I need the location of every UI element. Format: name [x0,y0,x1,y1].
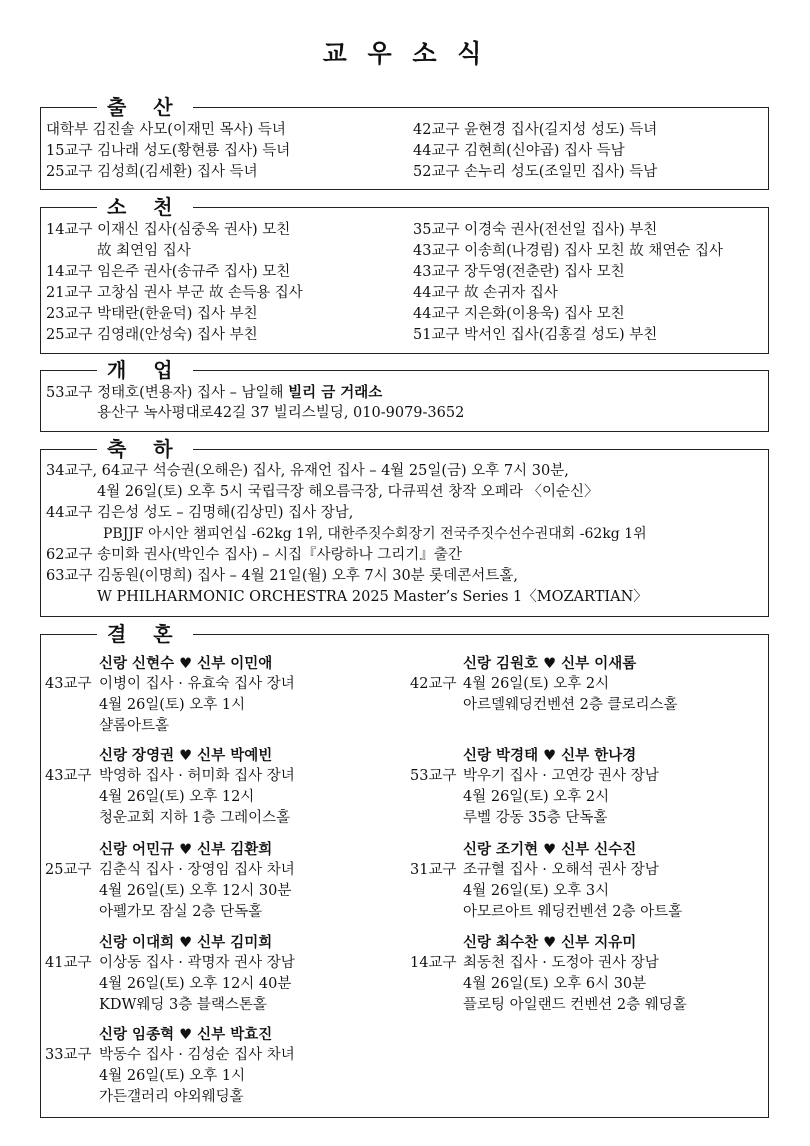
wedding-venue: 루벨 강동 35층 단독홀 [463,810,608,826]
wedding-couple: 신랑 최수찬 ♥ 신부 지유미 [463,934,637,951]
congrats-line: 63교구 김동원(이명희) 집사 – 4월 21일(월) 오후 7시 30분 롯데콘서트홀, [46,568,518,584]
wedding-parish: 41교구 [45,955,92,971]
death-item: 44교구 故 손귀자 집사 [413,285,558,301]
wedding-date: 4월 26일(토) 오후 1시 [99,1068,246,1084]
wedding-couple: 신랑 임종혁 ♥ 신부 박효진 [99,1026,273,1043]
congrats-line: 44교구 김은성 성도 – 김명해(김상민) 집사 장남, [46,505,354,521]
wedding-parish: 42교구 [410,676,457,692]
wedding-parents: 이상동 집사 · 곽명자 권사 장남 [99,955,295,971]
congrats-line: 62교구 송미화 권사(박인수 집사) – 시집『사랑하나 그리기』출간 [46,547,462,563]
wedding-parents: 조규혈 집사 · 오해석 권사 장남 [463,862,659,878]
wedding-parents: 박영하 집사 · 허미화 집사 장녀 [99,768,295,784]
death-item: 23교구 박태란(한윤덕) 집사 부친 [46,306,258,322]
wedding-parish: 31교구 [410,862,457,878]
death-item: 51교구 박서인 집사(김홍걸 성도) 부친 [413,327,658,343]
wedding-parish: 33교구 [45,1047,92,1063]
death-item: 14교구 임은주 권사(송규주 집사) 모친 [46,264,291,280]
wedding-venue: 아펠가모 잠실 2층 단독홀 [99,904,263,920]
death-section [40,195,769,354]
opening-section [40,358,769,432]
death-item: 43교구 이송희(나경림) 집사 모친 故 채연순 집사 [413,243,724,259]
death-item: 44교구 지은화(이용욱) 집사 모친 [413,306,625,322]
wedding-venue: 아르델웨딩컨벤션 2층 클로리스홀 [463,697,678,713]
birth-item: 25교구 김성희(김세환) 집사 득녀 [46,164,258,180]
wedding-couple: 신랑 이대희 ♥ 신부 김미희 [99,934,273,951]
wedding-parish: 14교구 [410,955,457,971]
wedding-couple: 신랑 조기현 ♥ 신부 신수진 [463,841,637,858]
wedding-date: 4월 26일(토) 오후 2시 [463,789,610,805]
wedding-parish: 53교구 [410,768,457,784]
birth-item: 15교구 김나래 성도(황현룡 집사) 득녀 [46,143,291,159]
birth-item: 52교구 손누리 성도(조일민 집사) 득남 [413,164,658,180]
wedding-section [40,622,769,1118]
death-item: 35교구 이경숙 권사(전선일 집사) 부친 [413,222,658,238]
wedding-date: 4월 26일(토) 오후 3시 [463,883,610,899]
wedding-parish: 25교구 [45,862,92,878]
wedding-couple: 신랑 어민규 ♥ 신부 김환희 [99,841,273,858]
birth-section [40,95,769,190]
opening-text: 53교구 정태호(변용자) 집사 – 남일해 [46,385,289,401]
congrats-section [40,437,769,617]
wedding-venue: 플로팅 아일랜드 컨벤션 2층 웨딩홀 [463,997,687,1013]
death-item: 43교구 장두영(전춘란) 집사 모친 [413,264,625,280]
opening-line [46,382,382,404]
wedding-date: 4월 26일(토) 오후 12시 30분 [99,883,292,899]
wedding-couple: 신랑 박경태 ♥ 신부 한나경 [463,747,637,764]
congrats-line: 34교구, 64교구 석승권(오해은) 집사, 유재언 집사 – 4월 25일(금) 오후 7시 30분, [46,463,569,479]
death-item: 21교구 고창심 권사 부군 故 손득용 집사 [46,285,303,301]
wedding-parents: 최동천 집사 · 도정아 권사 장남 [463,955,659,971]
congrats-line: PBJJF 아시안 챔피언십 -62kg 1위, 대한주짓수회장기 전국주짓수선수권대회 -62kg 1위 [103,526,647,542]
wedding-date: 4월 26일(토) 오후 6시 30분 [463,976,647,992]
death-item: 25교구 김영래(안성숙) 집사 부친 [46,327,258,343]
birth-item: 대학부 김진솔 사모(이재민 목사) 득녀 [46,122,286,138]
wedding-parents: 박우기 집사 · 고연강 권사 장남 [463,768,659,784]
wedding-venue: 가든갤러리 야외웨딩홀 [99,1089,244,1105]
congrats-heading: 축 하 [97,436,193,462]
wedding-date: 4월 26일(토) 오후 12시 [99,789,255,805]
wedding-date: 4월 26일(토) 오후 12시 40분 [99,976,292,992]
opening-address: 용산구 녹사평대로42길 37 빌리스빌딩, 010-9079-3652 [97,405,465,421]
wedding-venue: 청운교회 지하 1층 그레이스홀 [99,810,291,826]
wedding-date: 4월 26일(토) 오후 2시 [463,676,610,692]
death-item: 14교구 이재신 집사(심중옥 권사) 모친 [46,222,291,238]
wedding-parents: 이병이 집사 · 유효숙 집사 장녀 [99,676,295,692]
wedding-parish: 43교구 [45,768,92,784]
wedding-venue: KDW웨딩 3층 블랙스톤홀 [99,997,267,1013]
wedding-couple: 신랑 장영권 ♥ 신부 박예빈 [99,747,273,764]
wedding-date: 4월 26일(토) 오후 1시 [99,697,246,713]
death-heading: 소 천 [97,194,193,220]
wedding-venue: 아모르아트 웨딩컨벤션 2층 아트홀 [463,904,683,920]
wedding-venue: 샬롬아트홀 [99,718,170,734]
congrats-line: W PHILHARMONIC ORCHESTRA 2025 Master’s Series 1〈MOZARTIAN〉 [97,589,648,605]
birth-item: 42교구 윤현경 집사(길지성 성도) 득녀 [413,122,658,138]
wedding-parents: 김춘식 집사 · 장영임 집사 차녀 [99,862,295,878]
death-item: 故 최연임 집사 [97,243,191,259]
opening-heading: 개 업 [97,357,193,383]
wedding-heading: 결 혼 [97,621,193,647]
wedding-couple: 신랑 신현수 ♥ 신부 이민애 [99,655,273,672]
wedding-parish: 43교구 [45,676,92,692]
congrats-line: 4월 26일(토) 오후 5시 국립극장 해오름극장, 다큐픽션 창작 오페라 〈이순신〉 [97,484,599,500]
birth-heading: 출 산 [97,94,193,120]
page-title: 교 우 소 식 [322,39,488,68]
wedding-parents: 박동수 집사 · 김성순 집사 차녀 [99,1047,295,1063]
opening-business: 빌리 금 거래소 [288,384,383,401]
birth-item: 44교구 김현희(신야곱) 집사 득남 [413,143,625,159]
wedding-couple: 신랑 김원호 ♥ 신부 이새롬 [463,655,637,672]
